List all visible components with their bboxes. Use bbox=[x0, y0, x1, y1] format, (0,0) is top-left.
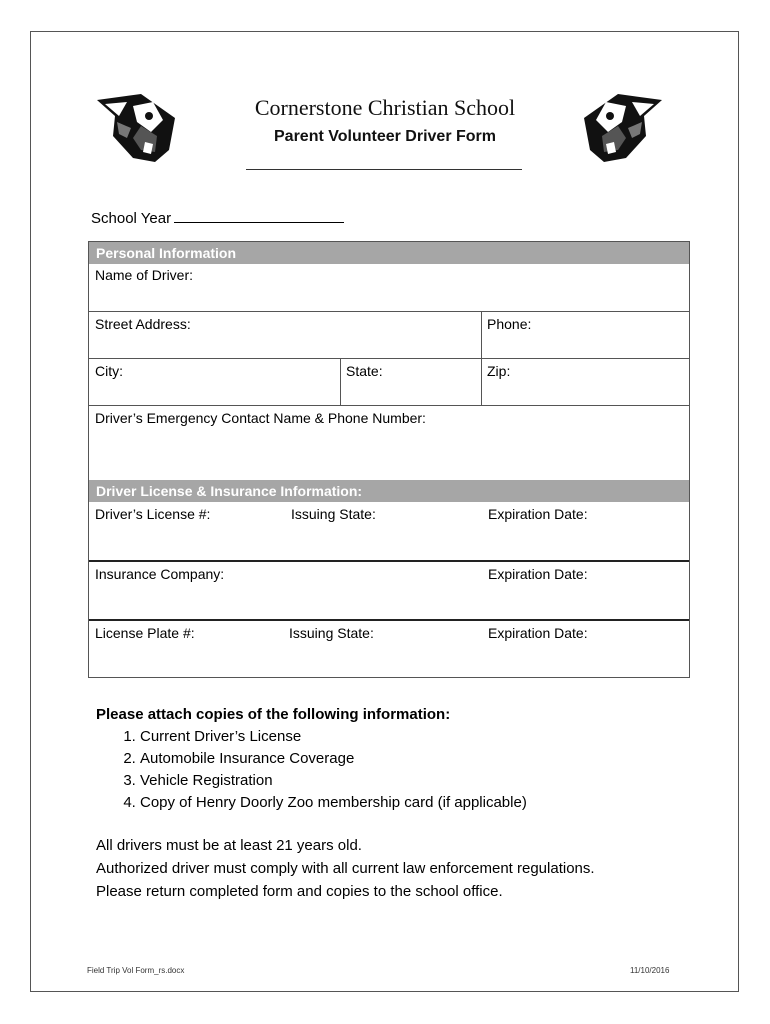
form-title: Parent Volunteer Driver Form bbox=[274, 128, 496, 145]
insurance-expiration-label: Expiration Date: bbox=[488, 566, 588, 582]
drivers-license-row[interactable] bbox=[89, 502, 689, 560]
license-info-header: Driver License & Insurance Information: bbox=[89, 480, 689, 502]
phone-cell[interactable] bbox=[481, 311, 689, 358]
driver-name-cell[interactable] bbox=[89, 264, 689, 311]
license-expiration-label: Expiration Date: bbox=[488, 506, 588, 522]
attachments-list bbox=[96, 726, 527, 814]
list-item: 4. Copy of Henry Doorly Zoo membership card (if applicable) bbox=[140, 792, 527, 814]
cougar-logo-right-icon bbox=[582, 92, 662, 164]
footer-filename: Field Trip Vol Form_rs.docx bbox=[87, 966, 185, 975]
notes-section bbox=[96, 834, 595, 903]
insurance-row[interactable] bbox=[89, 562, 689, 619]
state-cell[interactable] bbox=[340, 358, 481, 405]
school-year-blank[interactable] bbox=[174, 208, 344, 223]
attachments-section bbox=[96, 704, 527, 814]
footer-date: 11/10/2016 bbox=[630, 966, 670, 975]
plate-issuing-state-label: Issuing State: bbox=[289, 625, 374, 641]
list-item: 1. Current Driver’s License bbox=[140, 726, 527, 748]
license-plate-row[interactable] bbox=[89, 621, 689, 677]
zip-label: Zip: bbox=[487, 363, 511, 379]
list-item: 3. Vehicle Registration bbox=[140, 770, 527, 792]
street-address-cell[interactable] bbox=[89, 311, 481, 358]
state-label: State: bbox=[346, 363, 383, 379]
cougar-logo-left-icon bbox=[97, 92, 177, 164]
school-year-field bbox=[91, 208, 344, 227]
list-item: 2. Automobile Insurance Coverage bbox=[140, 748, 527, 770]
school-year-label: School Year bbox=[91, 210, 172, 227]
school-name: Cornerstone Christian School bbox=[254, 95, 516, 120]
driver-name-label: Name of Driver: bbox=[95, 267, 194, 283]
emergency-contact-cell[interactable] bbox=[89, 405, 689, 480]
license-plate-label: License Plate #: bbox=[95, 625, 195, 641]
title-underline bbox=[246, 169, 522, 170]
street-address-label: Street Address: bbox=[95, 316, 191, 332]
emergency-contact-label: Driver’s Emergency Contact Name & Phone Number: bbox=[95, 410, 426, 426]
license-issuing-state-label: Issuing State: bbox=[291, 506, 376, 522]
plate-expiration-label: Expiration Date: bbox=[488, 625, 588, 641]
personal-info-header: Personal Information bbox=[89, 242, 689, 264]
insurance-company-label: Insurance Company: bbox=[95, 566, 225, 582]
note-line: Please return completed form and copies to the school office. bbox=[96, 883, 503, 900]
attachments-heading: Please attach copies of the following information: bbox=[96, 706, 451, 723]
drivers-license-label: Driver’s License #: bbox=[95, 506, 211, 522]
city-cell[interactable] bbox=[89, 358, 340, 405]
note-line: Authorized driver must comply with all current law enforcement regulations. bbox=[96, 860, 595, 877]
zip-cell[interactable] bbox=[481, 358, 689, 405]
city-label: City: bbox=[95, 363, 123, 379]
note-line: All drivers must be at least 21 years old. bbox=[96, 837, 362, 854]
phone-label: Phone: bbox=[487, 316, 532, 332]
driver-info-table bbox=[88, 241, 690, 678]
